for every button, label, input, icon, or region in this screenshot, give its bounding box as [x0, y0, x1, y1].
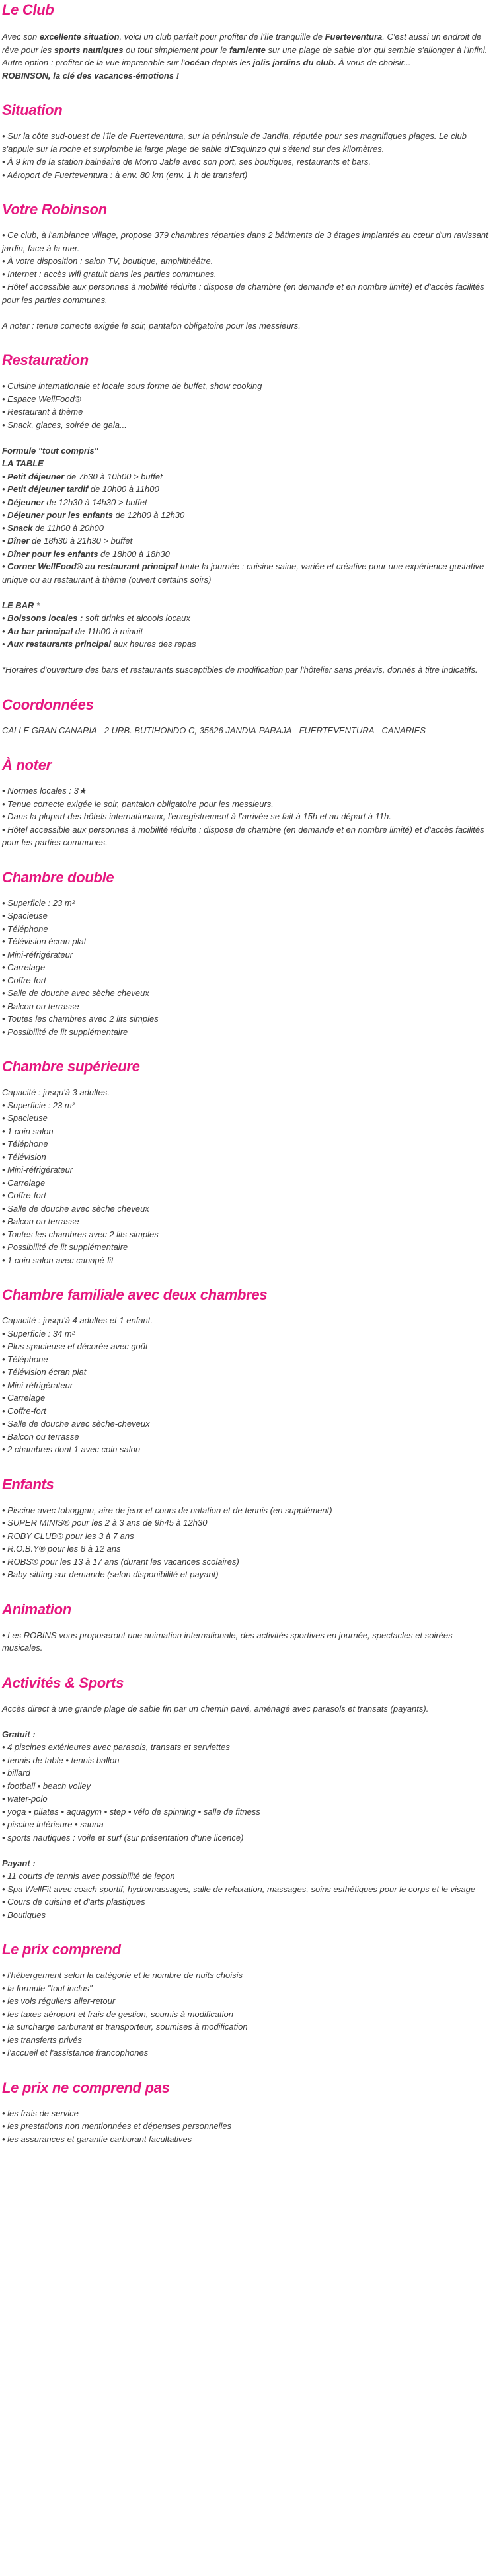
text-line — [2, 1728, 490, 1741]
bold-text: Snack — [7, 522, 33, 533]
bold-text: Petit déjeuner tardif — [7, 484, 89, 494]
text-run: • 1 coin salon — [2, 1126, 54, 1136]
text-run: • Normes locales : 3★ — [2, 786, 87, 796]
text-line — [2, 1504, 490, 1517]
section-animation — [2, 1601, 490, 1655]
text-line — [2, 823, 490, 849]
text-line — [2, 2107, 490, 2120]
text-run: CALLE GRAN CANARIA - 2 URB. BUTIHONDO C, 35626 JANDIA-PARAJA - FUERTEVENTURA - CANARIES — [2, 725, 426, 735]
section-restauration — [2, 352, 490, 677]
text-run: • R.O.B.Y® pour les 8 à 12 ans — [2, 1544, 121, 1554]
text-run: de 10h00 à 11h00 — [88, 484, 159, 494]
text-line — [2, 522, 490, 535]
text-run: de 7h30 à 10h00 > buffet — [64, 471, 163, 481]
text-line — [2, 1568, 490, 1581]
text-run: • — [2, 536, 8, 546]
text-line — [2, 1163, 490, 1177]
text-run: • Spacieuse — [2, 911, 48, 921]
text-run: • Boutiques — [2, 1909, 46, 1920]
text-line — [2, 1780, 490, 1793]
bold-text: Petit déjeuner — [7, 471, 65, 481]
text-line — [2, 1327, 490, 1341]
text-line — [2, 1806, 490, 1819]
text-run: • les frais de service — [2, 2108, 79, 2118]
text-run: • Restaurant à thème — [2, 407, 83, 417]
text-line — [2, 1431, 490, 1444]
text-run: • Plus spacieuse et décorée avec goût — [2, 1341, 148, 1351]
text-line — [2, 470, 490, 483]
text-run: • les prestations non mentionnées et dépenses personnelles — [2, 2121, 232, 2131]
text-run: de 12h00 à 12h30 — [112, 510, 185, 520]
text-run: • Carrelage — [2, 1177, 46, 1188]
paragraph-gap — [2, 586, 490, 599]
text-line — [2, 1392, 490, 1405]
paragraph-gap — [2, 1715, 490, 1728]
section-familiale — [2, 1286, 490, 1456]
text-run: de 18h30 à 21h30 > buffet — [29, 536, 133, 546]
text-line — [2, 1125, 490, 1138]
text-line — [2, 30, 490, 69]
text-run: • Mini-réfrigérateur — [2, 1380, 73, 1390]
text-run: • Téléphone — [2, 923, 48, 934]
text-line — [2, 948, 490, 962]
text-run: • football • beach volley — [2, 1780, 91, 1791]
bold-text: Fuerteventura — [325, 32, 383, 42]
text-run: • Salle de douche avec sèche cheveux — [2, 988, 149, 998]
text-line — [2, 1895, 490, 1909]
text-line — [2, 2034, 490, 2047]
text-run: , voici un club parfait pour profiter de l'île tranquille de — [119, 32, 325, 42]
paragraph-gap — [2, 1844, 490, 1857]
text-run: • Toutes les chambres avec 2 lits simples — [2, 1014, 159, 1024]
text-line — [2, 1629, 490, 1655]
text-line — [2, 1177, 490, 1190]
text-line — [2, 897, 490, 910]
text-run: • — [2, 639, 8, 649]
text-run: • Téléphone — [2, 1139, 48, 1149]
text-line — [2, 1883, 490, 1896]
text-line — [2, 419, 490, 432]
text-line — [2, 1366, 490, 1379]
text-run: • — [2, 510, 8, 520]
section-title-familiale: Chambre familiale avec deux chambres — [2, 1286, 268, 1303]
text-run: • billard — [2, 1768, 30, 1778]
text-line — [2, 483, 490, 496]
text-line — [2, 1530, 490, 1543]
text-line — [2, 2020, 490, 2034]
text-line — [2, 1818, 490, 1831]
text-run: toute la journée : cuisine saine, variée et créative pour une expérience gustative unique ou au restaurant à thème (ouvert certains soirs) — [2, 561, 484, 585]
text-run: • la surcharge carburant et transporteur, soumises à modification — [2, 2022, 248, 2032]
text-line — [2, 1741, 490, 1754]
text-line — [2, 810, 490, 823]
text-run: • Balcon ou terrasse — [2, 1216, 79, 1226]
text-line — [2, 2133, 490, 2146]
section-title-restauration: Restauration — [2, 352, 89, 368]
section-title-comprend: Le prix comprend — [2, 1941, 121, 1958]
text-run: • — [2, 484, 8, 494]
text-run: aux heures des repas — [110, 639, 196, 649]
text-line — [2, 1443, 490, 1456]
text-line — [2, 1542, 490, 1556]
section-title-necomprend: Le prix ne comprend pas — [2, 2079, 170, 2096]
bold-text: sports nautiques — [54, 44, 124, 55]
text-run: • water-polo — [2, 1794, 48, 1804]
bold-text: ROBINSON, la clé des vacances-émotions ! — [2, 70, 180, 81]
text-run: • Télévision écran plat — [2, 936, 87, 946]
section-superieure — [2, 1058, 490, 1267]
text-line — [2, 1702, 490, 1716]
text-run: . C'est aussi un endroit de rêve pour les — [2, 32, 482, 55]
bold-text: Dîner — [7, 536, 30, 546]
text-line — [2, 1340, 490, 1353]
text-line — [2, 909, 490, 923]
text-line — [2, 380, 490, 393]
text-run: À vous de choisir... — [336, 58, 411, 67]
section-title-enfants: Enfants — [2, 1475, 54, 1493]
text-line — [2, 444, 490, 458]
text-line — [2, 2008, 490, 2021]
text-run: • Possibilité de lit supplémentaire — [2, 1026, 128, 1037]
text-line — [2, 319, 490, 333]
text-line — [2, 1517, 490, 1530]
text-run: • 4 piscines extérieures avec parasols, transats et serviettes — [2, 1742, 230, 1752]
text-run: * — [34, 600, 40, 610]
text-line — [2, 1831, 490, 1845]
text-run: • — [2, 471, 8, 481]
text-run: • la formule "tout inclus" — [2, 1983, 93, 1993]
bold-text: Formule "tout compris" — [2, 445, 98, 456]
section-enfants — [2, 1476, 490, 1581]
text-run: • 2 chambres dont 1 avec coin salon — [2, 1444, 141, 1454]
text-run: • — [2, 497, 8, 507]
paragraph-gap — [2, 306, 490, 319]
text-run: • Superficie : 23 m² — [2, 897, 75, 908]
section-title-club: Le Club — [2, 1, 54, 18]
text-line — [2, 130, 490, 155]
text-line — [2, 798, 490, 811]
text-run: ou tout simplement pour le — [123, 44, 229, 55]
text-run: • Toutes les chambres avec 2 lits simples — [2, 1229, 159, 1239]
section-title-double: Chambre double — [2, 868, 114, 886]
text-run: • ROBS® pour les 13 à 17 ans (durant les vacances scolaires) — [2, 1556, 239, 1567]
text-run: de 11h00 à minuit — [73, 626, 143, 636]
text-line — [2, 457, 490, 470]
section-situation — [2, 102, 490, 181]
paragraph-gap — [2, 651, 490, 664]
text-line — [2, 1766, 490, 1780]
text-run: • Coffre-fort — [2, 1405, 46, 1416]
text-run: • les transferts privés — [2, 2034, 82, 2045]
text-line — [2, 1215, 490, 1228]
text-line — [2, 496, 490, 509]
text-line — [2, 1254, 490, 1267]
text-run: • À 9 km de la station balnéaire de Morro Jable avec son port, ses boutiques, restaurants et bars. — [2, 157, 371, 167]
section-title-noter: À noter — [2, 757, 52, 773]
bold-text: LE BAR — [2, 600, 34, 610]
text-line — [2, 548, 490, 561]
text-run: sur une plage de sable d'or qui semble s'allonger à l'infini. Autre option : profiter de la vue imprenable sur l' — [2, 44, 488, 67]
text-run: • Hôtel accessible aux personnes à mobilité réduite : dispose de chambre (en demande et en nombre limité) et d'accès facilités pour les parties communes. — [2, 824, 484, 847]
text-line — [2, 974, 490, 987]
section-title-situation: Situation — [2, 102, 63, 118]
text-line — [2, 1138, 490, 1151]
text-run: • Superficie : 23 m² — [2, 1100, 75, 1110]
text-run: • 11 courts de tennis avec possibilité de leçon — [2, 1871, 175, 1881]
text-line — [2, 2120, 490, 2133]
text-run: • yoga • pilates • aquagym • step • vélo de spinning • salle de fitness — [2, 1806, 260, 1817]
text-line — [2, 663, 490, 677]
text-line — [2, 1754, 490, 1767]
text-line — [2, 509, 490, 522]
text-line — [2, 393, 490, 406]
bold-text: océan — [184, 58, 210, 67]
section-sports — [2, 1675, 490, 1922]
text-run: • Balcon ou terrasse — [2, 1431, 79, 1442]
text-line — [2, 1417, 490, 1431]
bold-text: Dîner pour les enfants — [7, 548, 98, 559]
text-run: • Aéroport de Fuerteventura : à env. 80 km (env. 1 h de transfert) — [2, 169, 248, 180]
section-robinson — [2, 201, 490, 332]
text-run: • Hôtel accessible aux personnes à mobilité réduite : dispose de chambre (en demande et en nombre limité) et d'accès facilités pour les parties communes. — [2, 282, 484, 305]
section-title-animation: Animation — [2, 1600, 71, 1618]
text-run: • les vols réguliers aller-retour — [2, 1996, 116, 2006]
text-run: • l'hébergement selon la catégorie et le nombre de nuits choisis — [2, 1970, 243, 1980]
section-double — [2, 869, 490, 1039]
text-line — [2, 1202, 490, 1216]
text-run: de 18h00 à 18h30 — [98, 548, 170, 559]
text-line — [2, 1099, 490, 1112]
text-line — [2, 1909, 490, 1922]
text-run: • tennis de table • tennis ballon — [2, 1755, 120, 1765]
text-run: • Télévision — [2, 1151, 46, 1162]
text-run: • — [2, 522, 8, 533]
text-run: • Sur la côte sud-ouest de l'île de Fuerteventura, sur la péninsule de Jandía, réputée pour ses magnifiques plages. Le club s'appuie sur la roche et surplombe la large plage de sable d'Esquinzo qui s'étend sur des kilomètres. — [2, 131, 467, 154]
section-noter — [2, 757, 490, 849]
text-run: • l'accueil et l'assistance francophones — [2, 2048, 149, 2057]
text-run: • Salle de douche avec sèche-cheveux — [2, 1419, 150, 1429]
text-line — [2, 638, 490, 651]
text-line — [2, 1870, 490, 1883]
text-run: • Balcon ou terrasse — [2, 1001, 79, 1011]
text-line — [2, 1379, 490, 1392]
text-run: • Carrelage — [2, 1393, 46, 1403]
bold-text: excellente situation — [39, 32, 120, 42]
section-club — [2, 1, 490, 82]
bold-text: Boissons locales : — [7, 613, 83, 623]
text-run: • Cours de cuisine et d'arts plastiques — [2, 1897, 145, 1907]
text-run: Capacité : jusqu'à 4 adultes et 1 enfant. — [2, 1315, 153, 1325]
text-line — [2, 625, 490, 638]
text-run: • Ce club, à l'ambiance village, propose 379 chambres réparties dans 2 bâtiments de 3 étages implantés au cœur d'un ravissant jardin, face à la mer. — [2, 230, 488, 253]
text-line — [2, 784, 490, 798]
text-line — [2, 534, 490, 548]
text-line — [2, 1982, 490, 1995]
text-run: • Télévision écran plat — [2, 1367, 87, 1377]
text-line — [2, 255, 490, 268]
text-run: • — [2, 548, 8, 559]
text-line — [2, 1995, 490, 2008]
text-line — [2, 1228, 490, 1241]
text-run: • Carrelage — [2, 962, 46, 972]
text-line — [2, 1405, 490, 1418]
text-run: de 12h30 à 14h30 > buffet — [44, 497, 147, 507]
text-line — [2, 612, 490, 625]
section-coordonnees — [2, 696, 490, 737]
text-run: • sports nautiques : voile et surf (sur présentation d'une licence) — [2, 1832, 244, 1843]
text-line — [2, 1013, 490, 1026]
text-line — [2, 2046, 490, 2059]
text-run: • piscine intérieure • sauna — [2, 1819, 104, 1829]
text-line — [2, 1857, 490, 1870]
bold-text: Déjeuner pour les enfants — [7, 510, 113, 520]
text-run: • Possibilité de lit supplémentaire — [2, 1242, 128, 1252]
text-run: A noter : tenue correcte exigée le soir, pantalon obligatoire pour les messieurs. — [2, 320, 301, 331]
text-run: Accès direct à une grande plage de sable fin par un chemin pavé, aménagé avec parasols et transats (payants). — [2, 1703, 429, 1714]
bold-text: jolis jardins du club. — [252, 58, 336, 67]
text-run: • les taxes aéroport et frais de gestion, soumis à modification — [2, 2009, 233, 2019]
text-run: • — [2, 626, 8, 636]
text-run: • 1 coin salon avec canapé-lit — [2, 1255, 114, 1265]
text-run: • Dans la plupart des hôtels internationaux, l'enregistrement à l'arrivée se fait à 15h et au départ à 11h. — [2, 811, 391, 821]
text-line — [2, 724, 490, 737]
text-line — [2, 1000, 490, 1013]
text-line — [2, 935, 490, 948]
section-title-coordonnees: Coordonnées — [2, 696, 94, 713]
text-line — [2, 1314, 490, 1327]
text-run: • Cuisine internationale et locale sous forme de buffet, show cooking — [2, 381, 262, 391]
bold-text: Corner WellFood® au restaurant principal — [7, 561, 178, 571]
text-run: soft drinks et alcools locaux — [83, 613, 190, 623]
bold-text: Gratuit : — [2, 1729, 36, 1739]
text-line — [2, 1353, 490, 1366]
section-title-sports: Activités & Sports — [2, 1674, 124, 1691]
text-line — [2, 1969, 490, 1982]
text-run: • Téléphone — [2, 1354, 48, 1364]
text-run: • Spa WellFit avec coach sportif, hydromassages, salle de relaxation, massages, soins esthétiques pour le corps et le visage — [2, 1884, 476, 1894]
text-run: Avec son — [2, 32, 40, 42]
text-line — [2, 268, 490, 281]
text-run: • Salle de douche avec sèche cheveux — [2, 1203, 149, 1214]
text-line — [2, 155, 490, 169]
text-run: • Mini-réfrigérateur — [2, 949, 73, 960]
section-comprend — [2, 1941, 490, 2059]
text-line — [2, 229, 490, 255]
text-run: • — [2, 561, 8, 571]
text-run: de 11h00 à 20h00 — [32, 522, 104, 533]
section-title-superieure: Chambre supérieure — [2, 1058, 140, 1075]
text-run: • SUPER MINIS® pour les 2 à 3 ans de 9h45 à 12h30 — [2, 1518, 208, 1528]
paragraph-gap — [2, 431, 490, 444]
text-run: Capacité : jusqu'à 3 adultes. — [2, 1087, 110, 1097]
text-line — [2, 1241, 490, 1254]
bold-text: farniente — [229, 44, 266, 55]
text-line — [2, 1026, 490, 1039]
text-run: *Horaires d'ouverture des bars et restaurants susceptibles de modification par l'hôtelier sans préavis, donnés à titre indicatifs. — [2, 665, 478, 675]
text-line — [2, 560, 490, 586]
text-run: • Mini-réfrigérateur — [2, 1165, 73, 1175]
bold-text: LA TABLE — [2, 458, 44, 468]
text-run: depuis les — [209, 58, 253, 67]
text-run: • Snack, glaces, soirée de gala... — [2, 419, 127, 430]
text-line — [2, 1112, 490, 1125]
text-run: • Superficie : 34 m² — [2, 1328, 75, 1339]
section-necomprend — [2, 2079, 490, 2146]
text-line — [2, 1151, 490, 1164]
text-run: • les assurances et garantie carburant facultatives — [2, 2134, 192, 2144]
text-line — [2, 1086, 490, 1099]
text-run: • Coffre-fort — [2, 975, 46, 985]
section-title-robinson: Votre Robinson — [2, 201, 107, 218]
text-run: • — [2, 613, 8, 623]
text-line — [2, 169, 490, 182]
text-line — [2, 961, 490, 974]
text-line — [2, 1792, 490, 1806]
text-run: • Spacieuse — [2, 1113, 48, 1123]
text-line — [2, 405, 490, 419]
bold-text: Payant : — [2, 1858, 36, 1868]
text-line — [2, 1189, 490, 1202]
text-line — [2, 987, 490, 1000]
text-line — [2, 599, 490, 612]
text-run: • À votre disposition : salon TV, boutique, amphithéâtre. — [2, 256, 213, 266]
bold-text: Au bar principal — [7, 626, 73, 636]
text-run: • Les ROBINS vous proposeront une animation internationale, des activités sportives en journée, spectacles et soirées musicales. — [2, 1630, 453, 1653]
text-run: • Piscine avec toboggan, aire de jeux et cours de natation et de tennis (en supplément) — [2, 1505, 332, 1515]
bold-text: Déjeuner — [7, 497, 44, 507]
text-run: • Internet : accès wifi gratuit dans les parties communes. — [2, 269, 217, 279]
text-run: • Coffre-fort — [2, 1190, 46, 1200]
text-run: • Baby-sitting sur demande (selon disponibilité et payant) — [2, 1569, 219, 1579]
text-line — [2, 1556, 490, 1569]
text-line — [2, 280, 490, 306]
text-run: • Espace WellFood® — [2, 394, 81, 404]
text-run: • ROBY CLUB® pour les 3 à 7 ans — [2, 1530, 134, 1541]
text-line — [2, 923, 490, 936]
bold-text: Aux restaurants principal — [7, 639, 111, 649]
text-run: • Tenue correcte exigée le soir, pantalon obligatoire pour les messieurs. — [2, 798, 274, 809]
text-line — [2, 69, 490, 83]
